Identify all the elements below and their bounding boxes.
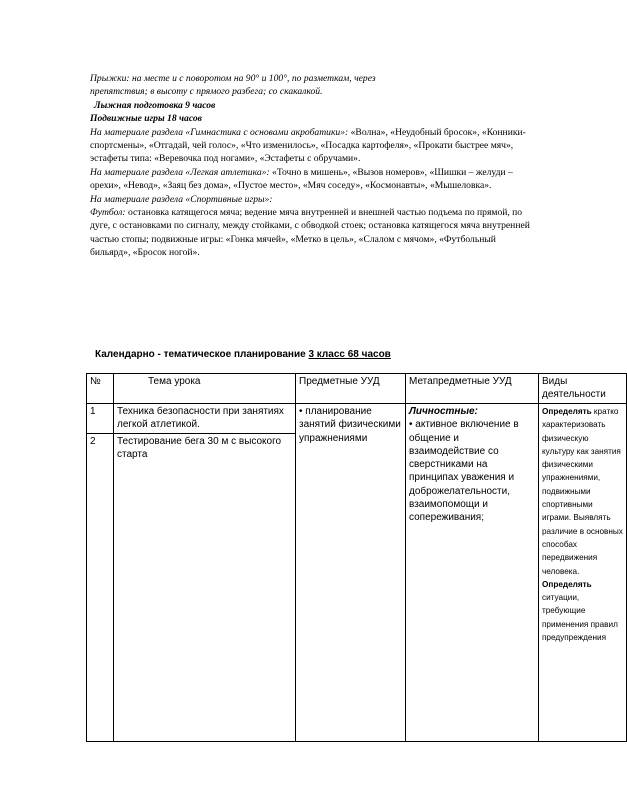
- row-1-topic: Техника безопасности при занятиях легкой атлетикой.: [114, 404, 296, 434]
- header-meta: Метапредметные УУД: [406, 374, 539, 404]
- table-row: [87, 404, 627, 434]
- football-paragraph: [90, 206, 530, 260]
- header-activities: Виды деятельности: [539, 374, 627, 404]
- meta-uud-cell: [406, 404, 539, 742]
- table-row: [87, 433, 627, 741]
- football-label: Футбол:: [90, 207, 126, 219]
- heading-ski: Лыжная подготовка 9 часов: [94, 99, 216, 111]
- athletics-intro: На материале раздела «Легкая атлетика»:: [90, 166, 270, 178]
- sport-intro: На материале раздела «Спортивные игры»:: [90, 193, 273, 205]
- table-title: [95, 349, 555, 360]
- activities-cell: [539, 404, 627, 742]
- plan-table: [86, 373, 627, 742]
- athletics-text: «Точно в мишень», «Вызов номеров», «Шишки – желуди – орехи», «Невод», «Заяц без дома», «Пустое место», «Мяч соседу», «Космонавты», «Мышеловка».: [90, 166, 513, 192]
- row-2-num: 2: [87, 433, 114, 741]
- table-header-row: [87, 374, 627, 404]
- header-subject: Предметные УУД: [296, 374, 406, 404]
- football-text: остановка катящегося мяча; ведение мяча внутренней и внешней частью подъема по прямой, по дуге, с остановками по сигналу, между стойками, с обводкой стоек; остановка катящегося мяча внутренней частью стопы; подвижные игры: «Гонка мячей», «Метко в цель», «Слалом с мячом», «Футбольный бильярд», «Бросок ногой».: [90, 207, 530, 259]
- athletics-paragraph: [90, 166, 530, 193]
- header-num: №: [87, 374, 114, 404]
- row-1-num: 1: [87, 404, 114, 434]
- activities-text-1: кратко характеризовать физическую культуру как занятия физическими упражнениями, подвижными спортивными играми. Выявлять различие в основных способах передвижения человека.: [542, 407, 623, 576]
- row-2-topic: Тестирование бега 30 м с высокого старта: [114, 433, 296, 741]
- jumps-line-2: препятствия; в высоту с прямого разбега; со скакалкой.: [90, 86, 323, 98]
- gym-intro: На материале раздела «Гимнастика с основами акробатики»:: [90, 126, 349, 138]
- header-topic: Тема урока: [114, 374, 296, 404]
- gym-text: «Волна», «Неудобный бросок», «Конники-спортсмены», «Отгадай, чей голос», «Что изменилось», «Посадка картофеля», «Прокати быстрее мяч», эстафеты типа: «Веревочка под ногами», «Эстафеты с обручами».: [90, 126, 526, 165]
- activities-bold-1: Определять: [542, 407, 592, 416]
- jumps-line-1: Прыжки: на месте и с поворотом на 90° и 100°, по разметкам, через: [90, 73, 376, 84]
- table-title-main: Календарно - тематическое планирование: [95, 349, 309, 360]
- table-title-grade: 3 класс 68 часов: [308, 349, 391, 360]
- meta-heading: Личностные:: [409, 406, 478, 417]
- heading-games: Подвижные игры 18 часов: [90, 113, 202, 125]
- activities-text-2: ситуации, требующие применения правил предупреждения: [542, 593, 618, 643]
- prose-section: [90, 72, 530, 260]
- meta-text: • активное включение в общение и взаимодействие со сверстниками на принципах уважения и доброжелательности, взаимопомощи и сопереживания;: [409, 419, 519, 524]
- activities-bold-2: Определять: [542, 579, 592, 589]
- gym-paragraph: [90, 126, 530, 166]
- subject-uud-cell: • планирование занятий физическими упражнениями: [296, 404, 406, 742]
